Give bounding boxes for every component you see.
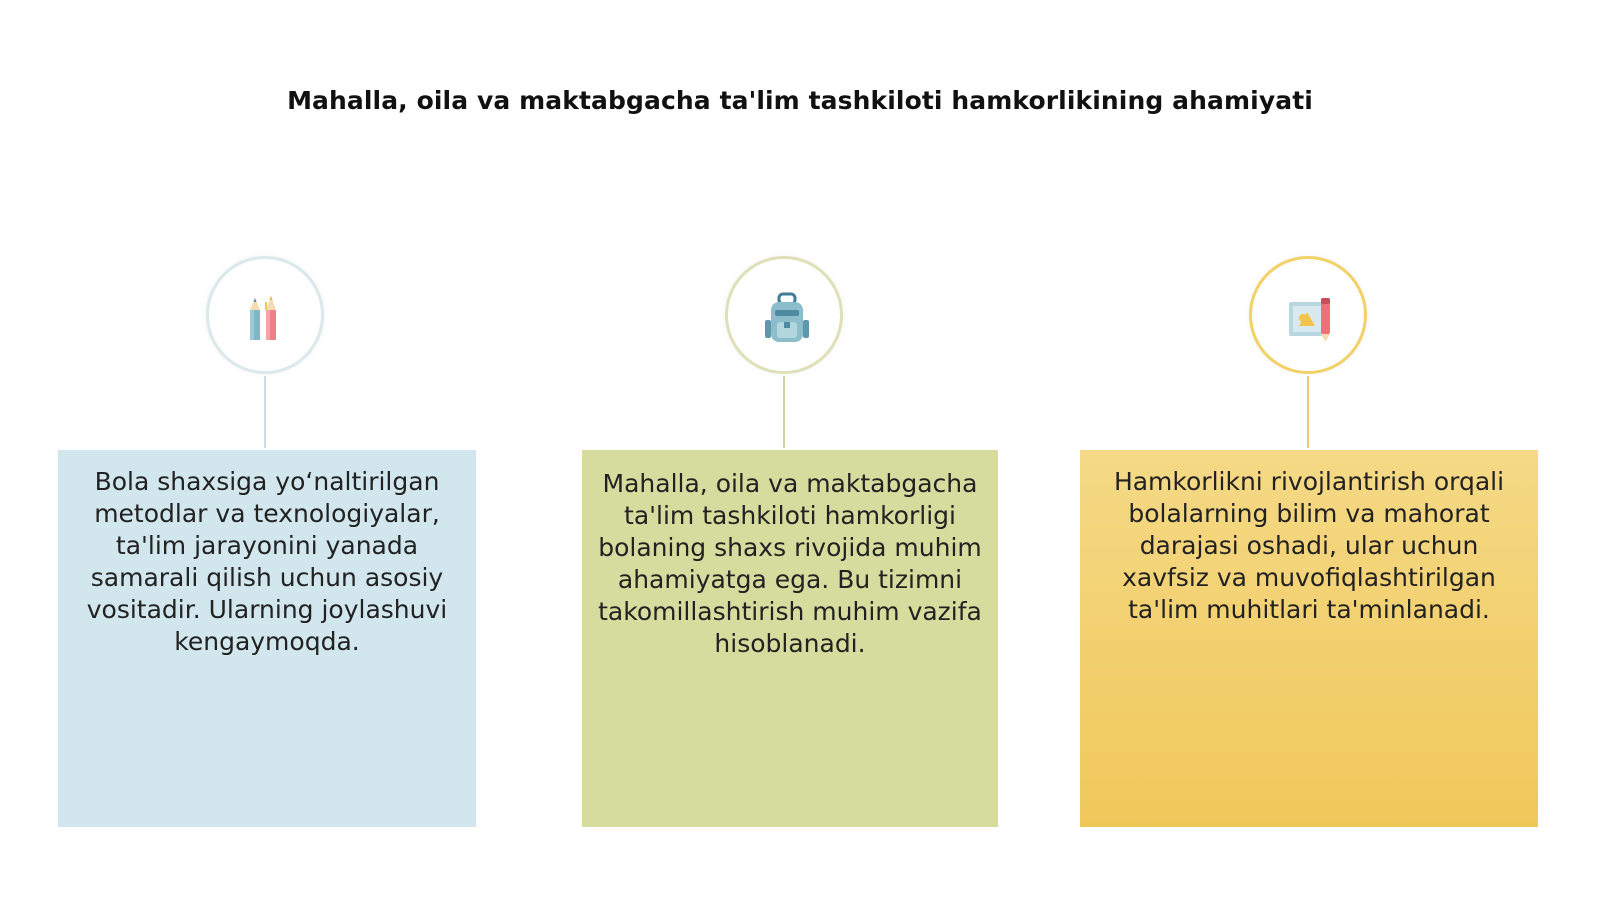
connector-line-1	[264, 376, 266, 448]
info-card-1	[58, 450, 476, 827]
icon-circle-3	[1249, 256, 1367, 374]
info-card-text: Bola shaxsiga yoʻnaltirilgan metodlar va texnologiyalar, ta'lim jarayonini yanada samarali qilish uchun asosiy vositadir. Ularning joylashuvi kengaymoqda.	[86, 467, 448, 656]
connector-line-2	[783, 376, 785, 448]
connector-line-3	[1307, 376, 1309, 448]
icon-circle-1	[206, 256, 324, 374]
icon-circle-2	[725, 256, 843, 374]
backpack-icon	[757, 288, 817, 348]
info-card-3	[1080, 450, 1538, 827]
info-card-2	[582, 450, 998, 827]
pencils-icon	[238, 288, 298, 348]
diagram-title: Mahalla, oila va maktabgacha ta'lim tashkiloti hamkorlikining ahamiyati	[287, 86, 1313, 115]
info-card-text: Mahalla, oila va maktabgacha ta'lim tashkiloti hamkorligi bolaning shaxs rivojida muhim ahamiyatga ega. Bu tizimni takomillashtirish muhim vazifa hisoblanadi.	[598, 469, 982, 658]
drawing-board-icon	[1281, 288, 1341, 348]
info-card-text: Hamkorlikni rivojlantirish orqali bolalarning bilim va mahorat darajasi oshadi, ular uchun xavfsiz va muvofiqlashtirilgan ta'lim muhitlari ta'minlanadi.	[1113, 467, 1505, 624]
